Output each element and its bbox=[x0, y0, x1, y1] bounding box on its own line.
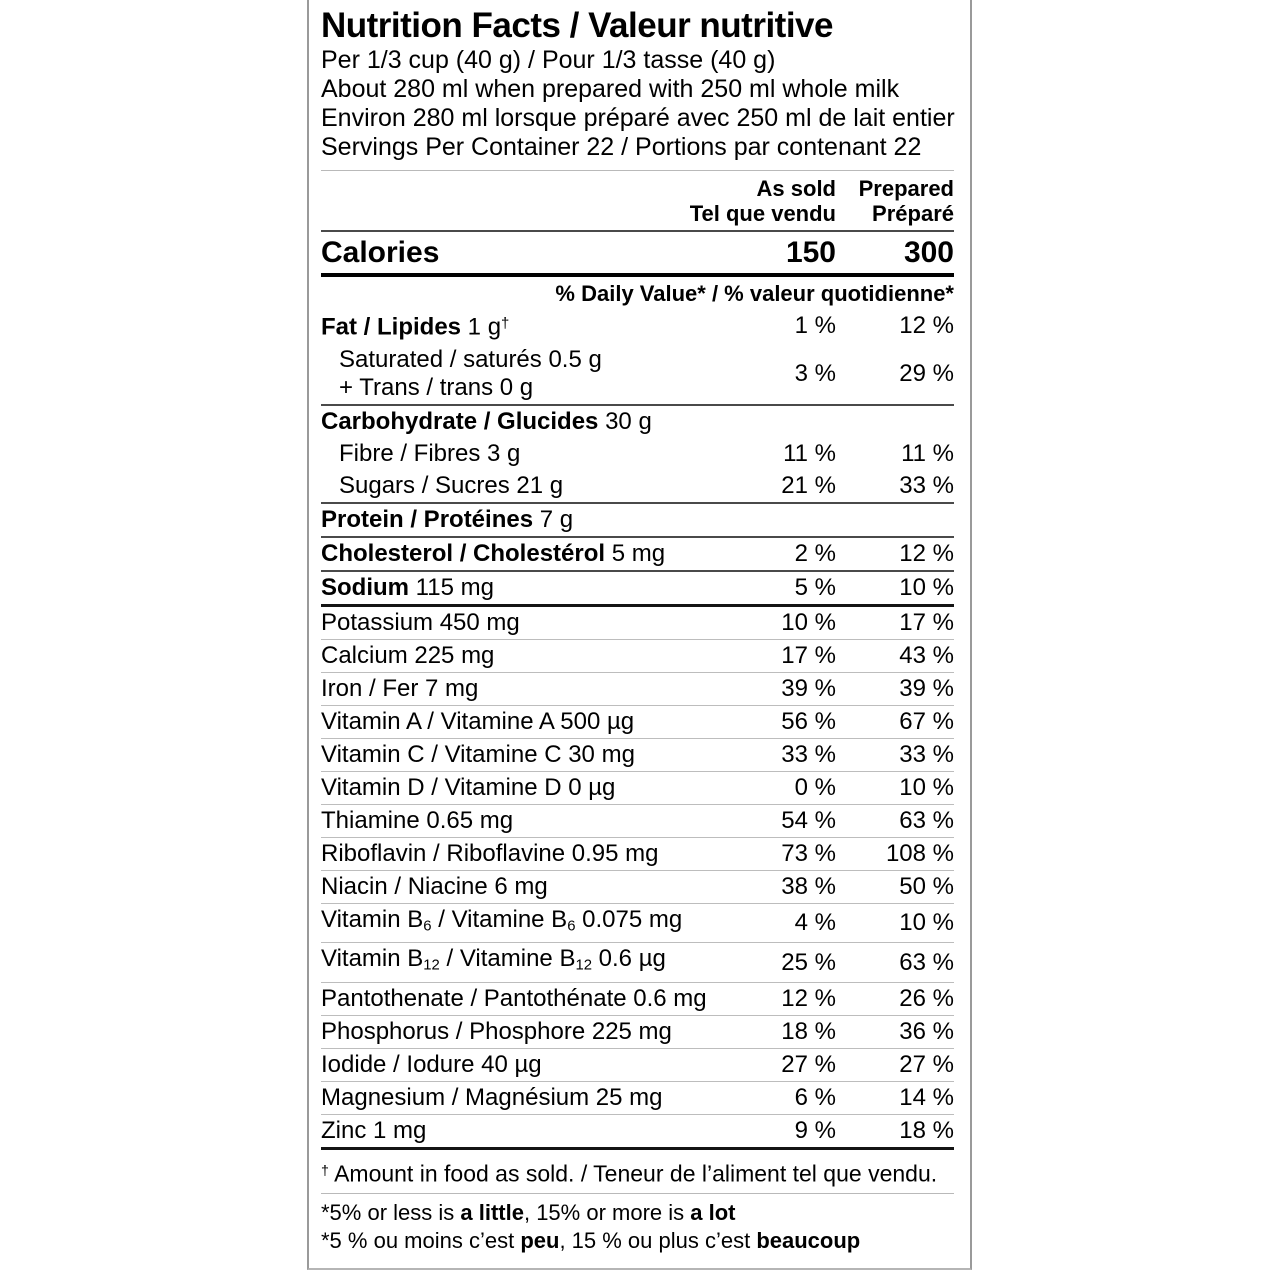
nutrient-row bbox=[321, 1049, 954, 1081]
nutrient-row bbox=[321, 904, 954, 943]
text-segment: Thiamine 0.65 mg bbox=[321, 806, 514, 834]
text-segment: 115 mg bbox=[409, 573, 494, 601]
star-footnote-fr bbox=[321, 1227, 954, 1255]
text-segment: , 15% or more is bbox=[523, 1199, 691, 1225]
superscript-segment: † bbox=[501, 316, 510, 332]
as-sold-fr: Tel que vendu bbox=[689, 201, 836, 226]
prepared-fr: Préparé bbox=[872, 201, 954, 226]
nutrient-label bbox=[321, 1084, 716, 1112]
as-sold-value: 9 % bbox=[794, 1117, 836, 1145]
prepared-en: Prepared bbox=[858, 176, 954, 201]
subscript-segment: 12 bbox=[423, 958, 440, 975]
nutrient-label-line: Saturated / saturés 0.5 g bbox=[339, 345, 602, 373]
nutrient-label bbox=[321, 840, 716, 868]
text-segment: Iron / Fer 7 mg bbox=[321, 674, 479, 702]
as-sold-value: 33 % bbox=[781, 740, 836, 768]
nutrient-row bbox=[321, 838, 954, 870]
daily-value-header: % Daily Value* / % valeur quotidienne* bbox=[555, 281, 954, 306]
text-segment: Niacin / Niacine 6 mg bbox=[321, 872, 548, 900]
as-sold-value: 17 % bbox=[781, 641, 836, 669]
text-segment: Sugars / Sucres 21 g bbox=[339, 471, 564, 499]
nutrient-label bbox=[321, 346, 716, 402]
nutrient-row bbox=[321, 504, 954, 536]
text-segment: Riboflavin / Riboflavine 0.95 mg bbox=[321, 839, 659, 867]
prepared-value: 10 % bbox=[899, 573, 954, 601]
text-segment: Vitamin B bbox=[321, 905, 424, 933]
as-sold-value: 54 % bbox=[781, 806, 836, 834]
bold-text-segment: Carbohydrate / Glucides bbox=[321, 407, 599, 435]
as-sold-value: 5 % bbox=[794, 573, 836, 601]
prepared-value: 33 % bbox=[899, 740, 954, 768]
prepared-value: 12 % bbox=[899, 311, 954, 339]
calories-label: Calories bbox=[321, 236, 440, 269]
prepared-value: 27 % bbox=[899, 1051, 954, 1079]
label-title: Nutrition Facts / Valeur nutritive bbox=[321, 6, 833, 45]
as-sold-value: 21 % bbox=[781, 471, 836, 499]
as-sold-value: 1 % bbox=[794, 311, 836, 339]
as-sold-value: 73 % bbox=[781, 839, 836, 867]
nutrient-row bbox=[321, 538, 954, 570]
bold-text-segment: Protein / Protéines bbox=[321, 505, 534, 533]
nutrient-label bbox=[321, 741, 716, 769]
nutrient-row bbox=[321, 1082, 954, 1114]
text-segment: *5% or less is bbox=[321, 1199, 461, 1225]
as-sold-value: 4 % bbox=[794, 909, 836, 937]
text-segment: Vitamin A / Vitamine A 500 µg bbox=[321, 707, 635, 735]
nutrient-label bbox=[321, 985, 716, 1013]
prepared-volume-line-fr: Environ 280 ml lorsque préparé avec 250 ml de lait entier bbox=[321, 104, 955, 132]
text-segment: 0.6 µg bbox=[592, 945, 666, 973]
prepared-value: 18 % bbox=[899, 1117, 954, 1145]
prepared-value: 12 % bbox=[899, 539, 954, 567]
as-sold-value: 12 % bbox=[781, 985, 836, 1013]
nutrient-row bbox=[321, 1016, 954, 1048]
nutrient-label bbox=[321, 609, 716, 637]
nutrient-row bbox=[321, 871, 954, 903]
dagger-footnote-text: Amount in food as sold. / Teneur de l’aliment tel que vendu. bbox=[334, 1160, 938, 1187]
nutrient-label bbox=[321, 873, 716, 901]
nutrient-row bbox=[321, 673, 954, 705]
nutrient-row bbox=[321, 572, 954, 604]
prepared-value: 26 % bbox=[899, 985, 954, 1013]
serving-size-line: Per 1/3 cup (40 g) / Pour 1/3 tasse (40 g) bbox=[321, 46, 776, 74]
as-sold-value: 2 % bbox=[794, 539, 836, 567]
as-sold-en: As sold bbox=[756, 176, 836, 201]
as-sold-value: 6 % bbox=[794, 1084, 836, 1112]
prepared-volume-line-en: About 280 ml when prepared with 250 ml whole milk bbox=[321, 75, 900, 103]
as-sold-value: 3 % bbox=[794, 359, 836, 387]
nutrient-row bbox=[321, 706, 954, 738]
calories-prepared-value: 300 bbox=[903, 236, 954, 269]
nutrient-label bbox=[321, 642, 716, 670]
bold-text-segment: Sodium bbox=[321, 573, 409, 601]
text-segment: / Vitamine B bbox=[431, 905, 568, 933]
nutrient-row bbox=[321, 772, 954, 804]
bold-text-segment: Cholesterol / Cholestérol bbox=[321, 539, 606, 567]
nutrient-row bbox=[321, 470, 954, 502]
prepared-value: 10 % bbox=[899, 773, 954, 801]
nutrient-label-line: + Trans / trans 0 g bbox=[339, 373, 534, 401]
servings-per-container-line: Servings Per Container 22 / Portions par contenant 22 bbox=[321, 133, 922, 161]
prepared-value: 17 % bbox=[899, 608, 954, 636]
bold-text-segment: beaucoup bbox=[756, 1227, 861, 1253]
as-sold-value: 11 % bbox=[783, 439, 836, 467]
nutrition-facts-label bbox=[307, 0, 972, 1270]
as-sold-value: 38 % bbox=[781, 872, 836, 900]
nutrient-row bbox=[321, 943, 954, 982]
as-sold-value: 18 % bbox=[781, 1018, 836, 1046]
prepared-value: 14 % bbox=[899, 1084, 954, 1112]
nutrient-label bbox=[321, 945, 716, 980]
prepared-value: 33 % bbox=[899, 471, 954, 499]
text-segment: 1 g bbox=[461, 313, 502, 341]
nutrient-label bbox=[321, 506, 716, 534]
nutrient-row bbox=[321, 308, 954, 344]
column-header-as-sold bbox=[616, 176, 836, 226]
serving-info bbox=[321, 46, 954, 162]
nutrient-label bbox=[321, 1117, 716, 1145]
text-segment: 5 mg bbox=[605, 539, 666, 567]
prepared-value: 67 % bbox=[899, 707, 954, 735]
nutrient-row bbox=[321, 438, 954, 470]
nutrient-row bbox=[321, 983, 954, 1015]
as-sold-value: 10 % bbox=[781, 608, 836, 636]
as-sold-value: 27 % bbox=[781, 1051, 836, 1079]
prepared-value: 63 % bbox=[899, 806, 954, 834]
text-segment: Vitamin D / Vitamine D 0 µg bbox=[321, 773, 616, 801]
dagger-footnote bbox=[321, 1150, 954, 1192]
nutrient-row bbox=[321, 406, 954, 438]
nutrient-label bbox=[321, 540, 716, 568]
text-segment: / Vitamine B bbox=[439, 945, 576, 973]
prepared-value: 11 % bbox=[901, 439, 954, 467]
nutrient-rows bbox=[321, 308, 954, 1150]
bold-text-segment: a little bbox=[460, 1199, 524, 1225]
nutrient-row bbox=[321, 640, 954, 672]
nutrient-label bbox=[321, 1018, 716, 1046]
star-footnotes bbox=[321, 1194, 954, 1261]
prepared-value: 63 % bbox=[899, 948, 954, 976]
prepared-value: 43 % bbox=[899, 641, 954, 669]
prepared-value: 10 % bbox=[899, 909, 954, 937]
text-segment: Vitamin B bbox=[321, 945, 424, 973]
nutrient-row bbox=[321, 1115, 954, 1147]
calories-as-sold-value: 150 bbox=[785, 236, 836, 269]
nutrient-label bbox=[321, 1051, 716, 1079]
text-segment: 7 g bbox=[533, 505, 574, 533]
subscript-segment: 6 bbox=[423, 918, 432, 935]
nutrient-label bbox=[321, 574, 716, 602]
text-segment: Vitamin C / Vitamine C 30 mg bbox=[321, 740, 635, 768]
nutrient-label bbox=[321, 310, 716, 342]
text-segment: Phosphorus / Phosphore 225 mg bbox=[321, 1018, 672, 1046]
nutrient-label bbox=[321, 675, 716, 703]
prepared-value: 39 % bbox=[899, 674, 954, 702]
text-segment: Magnesium / Magnésium 25 mg bbox=[321, 1084, 663, 1112]
prepared-value: 29 % bbox=[899, 359, 954, 387]
bold-text-segment: a lot bbox=[690, 1199, 736, 1225]
as-sold-value: 25 % bbox=[781, 948, 836, 976]
text-segment: *5 % ou moins c’est bbox=[321, 1227, 521, 1253]
bold-text-segment: peu bbox=[520, 1227, 560, 1253]
nutrient-label bbox=[321, 906, 716, 941]
nutrient-row bbox=[321, 607, 954, 639]
bold-text-segment: Fat / Lipides bbox=[321, 313, 462, 341]
text-segment: 0.075 mg bbox=[575, 905, 683, 933]
nutrient-label bbox=[321, 472, 716, 500]
subscript-segment: 6 bbox=[567, 918, 576, 935]
nutrient-row bbox=[321, 739, 954, 771]
subscript-segment: 12 bbox=[575, 958, 592, 975]
nutrient-label bbox=[321, 708, 716, 736]
text-segment: , 15 % ou plus c’est bbox=[559, 1227, 757, 1253]
text-segment: Iodide / Iodure 40 µg bbox=[321, 1051, 542, 1079]
nutrient-row bbox=[321, 805, 954, 837]
text-segment: Fibre / Fibres 3 g bbox=[339, 439, 521, 467]
text-segment: Calcium 225 mg bbox=[321, 641, 495, 669]
text-segment: Zinc 1 mg bbox=[321, 1117, 427, 1145]
prepared-value: 50 % bbox=[899, 872, 954, 900]
text-segment: Pantothenate / Pantothénate 0.6 mg bbox=[321, 985, 707, 1013]
column-headers bbox=[321, 171, 954, 230]
as-sold-value: 56 % bbox=[781, 707, 836, 735]
nutrient-label bbox=[321, 774, 716, 802]
column-header-prepared bbox=[836, 176, 954, 226]
calories-row bbox=[321, 232, 954, 273]
nutrient-label bbox=[321, 408, 716, 436]
nutrient-row bbox=[321, 344, 954, 404]
as-sold-value: 0 % bbox=[794, 773, 836, 801]
as-sold-value: 39 % bbox=[781, 674, 836, 702]
dagger-symbol: † bbox=[321, 1163, 329, 1180]
prepared-value: 36 % bbox=[899, 1018, 954, 1046]
nutrient-label bbox=[321, 440, 716, 468]
text-segment: Potassium 450 mg bbox=[321, 608, 520, 636]
text-segment: 30 g bbox=[598, 407, 652, 435]
prepared-value: 108 % bbox=[885, 839, 954, 867]
star-footnote-en bbox=[321, 1199, 954, 1227]
nutrient-label bbox=[321, 807, 716, 835]
